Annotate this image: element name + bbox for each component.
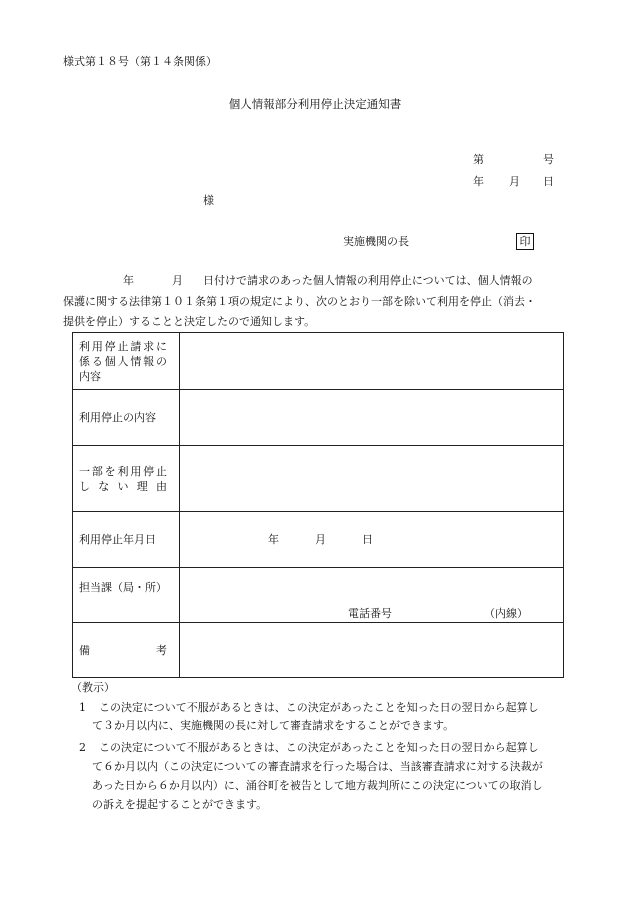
exclude-label-line1: 一部を利用停止 — [79, 464, 167, 478]
remark-value — [180, 623, 564, 678]
dept-label: 担当課（局・所） — [73, 568, 180, 623]
detail-table — [72, 332, 564, 678]
stop-date-year: 年 — [268, 533, 279, 546]
date-label: 利用停止年月日 — [73, 512, 180, 568]
target-label — [73, 333, 180, 390]
issue-date-year: 年 — [473, 175, 484, 188]
issue-date-month: 月 — [509, 175, 520, 188]
notice-item2-number: 2 — [79, 741, 86, 754]
notice-heading: （教示） — [71, 681, 115, 694]
document-number-suffix: 号 — [543, 153, 554, 166]
form-number: 様式第１８号（第１４条関係） — [63, 55, 217, 68]
stop-date-month: 月 — [315, 533, 326, 546]
target-label-line2: 係る個人情報の — [79, 354, 167, 368]
table-row-content — [73, 390, 564, 446]
table-row-date — [73, 512, 564, 568]
document-number-prefix: 第 — [473, 153, 484, 166]
intro-text-line3: 提供を停止）することと決定したので通知します。 — [63, 315, 316, 328]
remark-label-text: 備 考 — [79, 643, 167, 657]
table-row-dept — [73, 568, 564, 623]
extension-label: （内線） — [484, 607, 528, 620]
notice-item1-line2: て３か月以内に、実施機関の長に対して審査請求をすることができます。 — [92, 719, 455, 732]
intro-year: 年 — [123, 274, 134, 287]
exclude-value — [180, 446, 564, 512]
content-value — [180, 390, 564, 446]
target-label-line1: 利用停止請求に — [79, 339, 167, 353]
document-title: 個人情報部分利用停止決定通知書 — [228, 97, 402, 111]
notice-item2-line2: て６か月以内（この決定についての審査請求を行った場合は、当該審査請求に対する決裁が — [92, 760, 543, 773]
table-row-target — [73, 333, 564, 390]
table-row-exclude — [73, 446, 564, 512]
exclude-label-line2: しない理由 — [79, 479, 167, 493]
phone-label: 電話番号 — [348, 607, 392, 620]
target-value — [180, 333, 564, 390]
remark-label — [73, 623, 180, 678]
intro-text-line2: 保護に関する法律第１０１条第１項の規定により、次のとおり一部を除いて利用を停止（消去・ — [63, 295, 536, 308]
target-label-line3: 内容 — [79, 369, 101, 383]
notice-item1-number: 1 — [79, 701, 86, 714]
seal-stamp-box: 印 — [516, 233, 534, 250]
issuer-title: 実施機関の長 — [343, 235, 409, 248]
exclude-label — [73, 446, 180, 512]
intro-month: 月 — [172, 274, 183, 287]
date-value — [180, 512, 564, 568]
content-label: 利用停止の内容 — [73, 390, 180, 446]
dept-value — [180, 568, 564, 623]
notice-item2-line4: の訴えを提起することができます。 — [92, 798, 268, 811]
issue-date-day: 日 — [543, 175, 554, 188]
notice-item2-line3: あった日から６か月以内）に、涌谷町を被告として地方裁判所にこの決定についての取消し — [92, 779, 543, 792]
table-row-remark — [73, 623, 564, 678]
recipient-honorific: 様 — [203, 194, 214, 207]
stop-date-day: 日 — [362, 533, 373, 546]
intro-text-line1: 日付けで請求のあった個人情報の利用停止については、個人情報の — [203, 274, 533, 287]
notice-item1-line1: この決定について不服があるときは、この決定があったことを知った日の翌日から起算し — [99, 701, 539, 714]
notice-item2-line1: この決定について不服があるときは、この決定があったことを知った日の翌日から起算し — [99, 741, 539, 754]
